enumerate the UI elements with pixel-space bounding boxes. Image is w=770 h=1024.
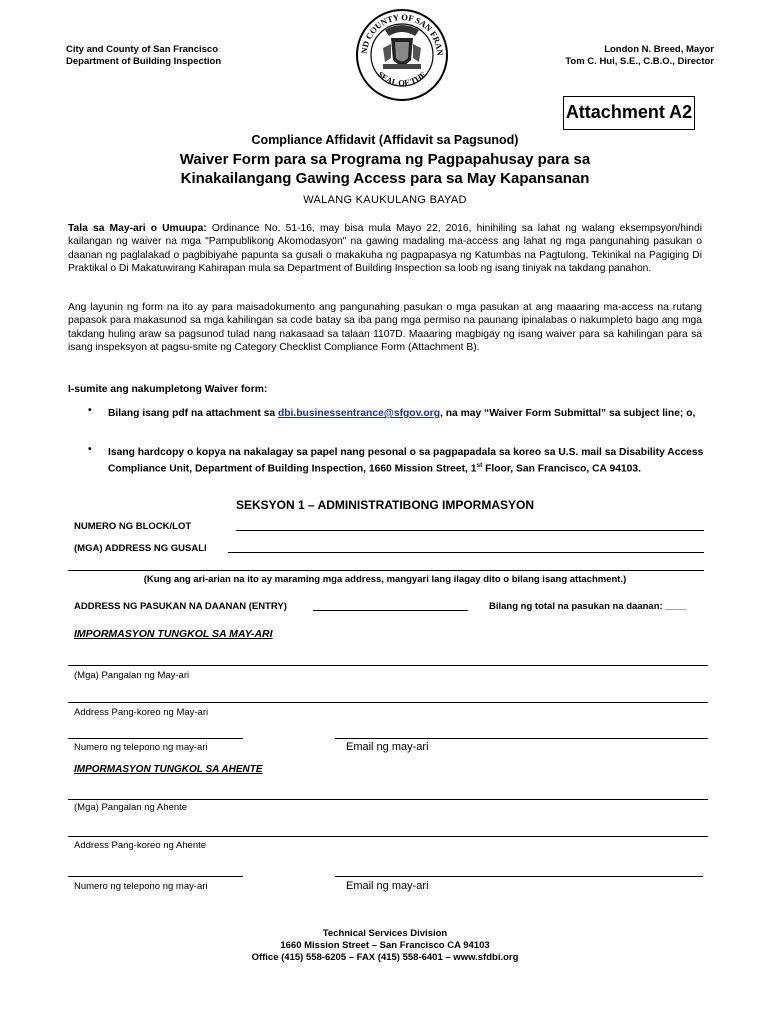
option-email-prefix: Bilang isang pdf na attachment sa [108, 408, 278, 419]
footer [0, 928, 770, 964]
owner-name-field[interactable] [68, 665, 708, 666]
city-seal-icon [355, 8, 449, 102]
footer-address: 1660 Mission Street – San Francisco CA 94103 [280, 940, 490, 951]
owner-notice-paragraph [68, 222, 702, 275]
department-name: Department of Building Inspection [66, 56, 222, 67]
svg-text:SEAL OF THE [376, 69, 429, 88]
form-title-line2: Kinakailangang Gawing Access para sa May Kapansanan [180, 170, 590, 187]
owner-name-label: (Mga) Pangalan ng May-ari [74, 670, 190, 681]
purpose-paragraph: Ang layunin ng form na ito ay para maisadokumento ang pangunahing pasukan o mga pasukan at ang maaaring ma-access na rutang papasok para makasunod sa mga kahilingan sa code batay sa iba pang mga permiso na paunang ipinalabas o nakumpleto bago ang mga takdang huling araw sa pagsunod tulad nang nakasaad sa talaan 1107D. Maaaring magbigay ng isang waiver para sa kahilingan para sa isang inspeksyon at pagsu-smite ng Category Checklist Compliance Form (Attachment B). [68, 302, 702, 353]
department-header [66, 44, 221, 68]
form-title [0, 150, 770, 188]
owner-email-label: Email ng may-ari [346, 741, 429, 753]
director-name: Tom C. Hui, S.E., C.B.O., Director [565, 56, 714, 67]
option-mail-text: Isang hardcopy o kopya na nakalagay sa papel nang pesonal o sa pagpapadala sa koreo sa U.S. mail sa Disability Access Compliance Unit, Department of Building Inspection, 1660 Mission Street, 1 [108, 447, 704, 475]
agent-address-label: Address Pang-koreo ng Ahente [74, 840, 207, 851]
seal-bottom-text: SEAL OF THE [375, 69, 429, 88]
ordinal-suffix: st [476, 462, 483, 470]
form-subtitle: Compliance Affidavit (Affidavit sa Pagsunod) [251, 133, 519, 147]
option-email-suffix: , na may “Waiver Form Submittal” sa subject line; o, [439, 408, 696, 419]
attachment-label: Attachment A2 [563, 96, 695, 130]
footer-contact: Office (415) 558-6205 – FAX (415) 558-6401 – www.sfdbi.org [251, 952, 519, 963]
city-name: City and County of San Francisco [66, 44, 219, 55]
owner-info-heading: IMPORMASYON TUNGKOL SA MAY-ARI [74, 628, 273, 640]
owner-phone-field[interactable] [68, 738, 243, 739]
bullet-icon: • [88, 405, 92, 416]
seal-top-text: ND COUNTY OF SAN FRAN [358, 11, 446, 56]
agent-phone-label: Numero ng telepono ng may-ari [74, 881, 208, 892]
total-entries-label[interactable]: Bilang ng total na pasukan na daanan: ____ [489, 601, 687, 612]
notice-text: Ordinance No. 51-16, may bisa mula Mayo 22, 2016, hinihiling sa lahat ng walang eksempsyon/hindi kailangan ng waiver na mga "Pampublikong Akomodasyon" na gawing madaling ma-access ang lahat ng mga pangunahing pasukan o daanan ng paglalakad o pagbibiyahe papunta sa gusali o makakuha ng pagpapasya ng Katumbas na Pagtulong, Tekinikal na Pagiging Di Praktikal o Di Makatuwirang Kahirapan mula sa Department of Building Inspection sa loob ng isang tiniyak na takdang panahon. [68, 223, 702, 274]
entry-address-label: ADDRESS NG PASUKAN NA DAANAN (ENTRY) [74, 601, 287, 612]
block-lot-label: NUMERO NG BLOCK/LOT [74, 521, 192, 532]
entry-address-field[interactable] [313, 610, 468, 611]
owner-address-field[interactable] [68, 702, 708, 703]
agent-name-label: (Mga) Pangalan ng Ahente [74, 802, 188, 813]
submission-email-link[interactable]: dbi.businessentrance@sfgov.org [277, 408, 440, 419]
option-mail-suffix: Floor, San Francisco, CA 94103. [482, 463, 641, 475]
submit-option-mail [108, 446, 704, 476]
section-1-title: SEKSYON 1 – ADMINISTRATIBONG IMPORMASYON [235, 498, 535, 512]
owner-phone-label: Numero ng telepono ng may-ari [74, 742, 208, 753]
building-address-label: (MGA) ADDRESS NG GUSALI [74, 543, 207, 554]
officials-header [565, 44, 714, 68]
agent-name-field[interactable] [68, 799, 708, 800]
agent-email-label: Email ng may-ari [346, 880, 429, 892]
owner-address-label: Address Pang-koreo ng May-ari [74, 707, 209, 718]
no-fee-note: WALANG KAUKULANG BAYAD [303, 194, 467, 206]
agent-phone-field[interactable] [68, 876, 243, 877]
agent-address-field[interactable] [68, 836, 708, 837]
multiple-address-note: (Kung ang ari-arian na ito ay maraming mga address, mangyari lang ilagay dito o bilang isang attachment.) [143, 574, 627, 585]
submit-option-email [108, 407, 704, 420]
building-address-field[interactable] [228, 552, 704, 553]
block-lot-field[interactable] [236, 530, 704, 531]
submit-heading: I-sumite ang nakumpletong Waiver form: [68, 384, 268, 395]
footer-division: Technical Services Division [322, 928, 448, 939]
notice-lead: Tala sa May-ari o Umuupa: [68, 223, 207, 234]
building-address-field-2[interactable] [68, 570, 704, 571]
form-title-line1: Waiver Form para sa Programa ng Pagpapahusay para sa [179, 151, 591, 168]
agent-email-field[interactable] [335, 876, 703, 877]
mayor-name: London N. Breed, Mayor [604, 44, 714, 55]
bullet-icon: • [88, 444, 92, 455]
agent-info-heading: IMPORMASYON TUNGKOL SA AHENTE [74, 764, 263, 775]
owner-email-field[interactable] [335, 738, 708, 739]
